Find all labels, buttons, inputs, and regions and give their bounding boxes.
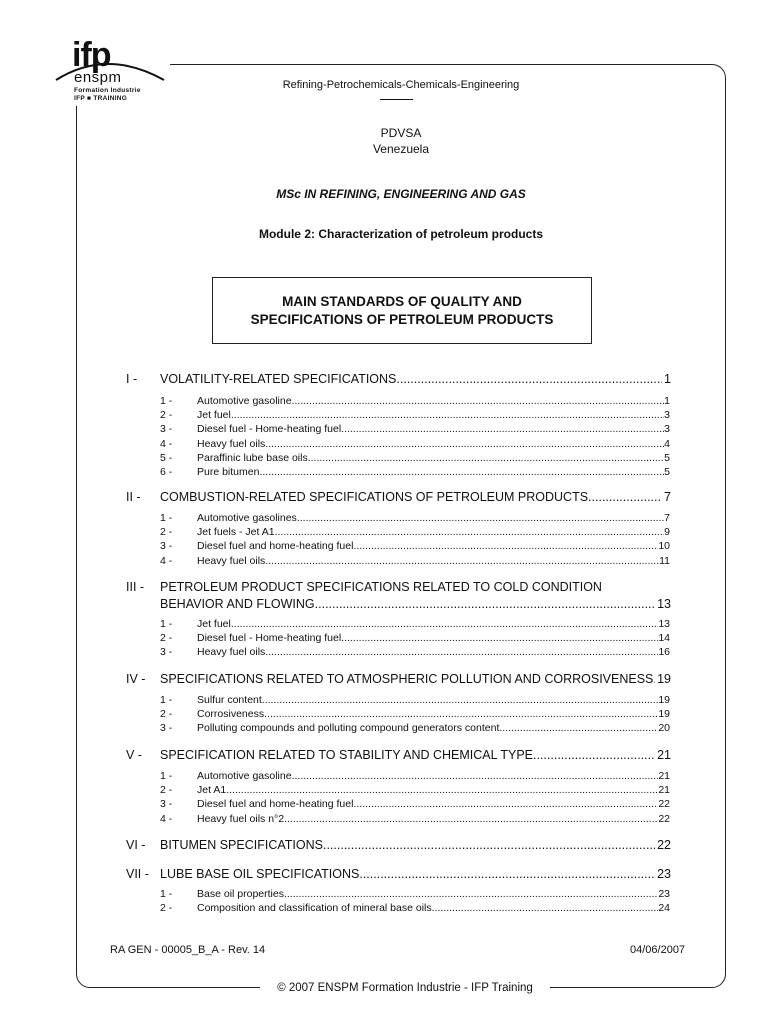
dot-leader	[353, 540, 658, 552]
copyright-notice: © 2007 ENSPM Formation Industrie - IFP Training	[260, 978, 550, 998]
toc-subsection-entry	[197, 452, 670, 464]
toc-subsection-number: 2 -	[160, 632, 173, 645]
toc-subsection-title: Jet fuels - Jet A1	[197, 526, 275, 539]
dot-leader	[499, 722, 658, 734]
toc-section-title: SPECIFICATIONS RELATED TO ATMOSPHERIC POLLUTION AND CORROSIVENESS	[160, 672, 654, 686]
toc-subsection-number: 1 -	[160, 694, 173, 706]
dot-leader	[284, 813, 658, 825]
header-tagline: Refining-Petrochemicals-Chemicals-Engineering	[282, 79, 520, 91]
logo-school: enspm	[74, 69, 122, 86]
toc-subsection-page: 13	[658, 618, 670, 630]
toc-subsection-title: Heavy fuel oils n°2	[197, 812, 285, 825]
toc-subsection-entry	[197, 618, 670, 630]
toc-subsection-page: 5	[664, 451, 670, 464]
toc-subsection-number: 1 -	[160, 618, 173, 630]
toc-subsection-page: 19	[658, 708, 670, 721]
toc-subsection-number: 4 -	[160, 812, 173, 825]
dot-leader	[275, 526, 665, 538]
toc-subsection-entry	[197, 555, 670, 567]
toc-subsection-page: 21	[658, 784, 670, 797]
toc-section-number: II -	[126, 490, 141, 504]
dot-leader	[231, 618, 658, 630]
toc-subsection-title: Heavy fuel oils	[197, 554, 266, 567]
toc-subsection-page: 3	[664, 409, 670, 422]
toc-subsection-entry	[197, 770, 670, 782]
toc-section-entry	[160, 597, 671, 611]
toc-subsection-title: Corrosiveness	[197, 708, 265, 721]
toc-subsection-entry	[197, 813, 670, 825]
toc-subsection-number: 2 -	[160, 708, 173, 721]
toc-section-title: BITUMEN SPECIFICATIONS	[160, 838, 323, 852]
ifp-enspm-logo	[52, 36, 170, 106]
toc-subsection-title: Diesel fuel and home-heating fuel	[197, 540, 354, 553]
toc-subsection-entry	[197, 466, 670, 478]
toc-subsection-number: 3 -	[160, 423, 173, 436]
toc-section-entry	[160, 372, 671, 386]
toc-subsection-number: 5 -	[160, 451, 173, 464]
document-date: 04/06/2007	[630, 944, 686, 956]
dot-leader	[265, 438, 664, 450]
toc-subsection-entry	[197, 902, 670, 914]
toc-page-number: 22	[657, 838, 671, 852]
toc-subsection-number: 6 -	[160, 466, 173, 478]
dot-leader	[264, 708, 658, 720]
dot-leader	[353, 798, 658, 810]
toc-page-number: 19	[657, 672, 671, 686]
program-title: MSc IN REFINING, ENGINEERING AND GAS	[276, 187, 526, 201]
toc-subsection-entry	[197, 798, 670, 810]
toc-subsection-page: 4	[664, 437, 670, 450]
toc-subsection-title: Automotive gasoline	[197, 395, 292, 407]
toc-subsection-number: 1 -	[160, 395, 173, 407]
toc-subsection-title: Pure bitumen	[197, 466, 260, 478]
document-title-line1: MAIN STANDARDS OF QUALITY AND	[282, 294, 522, 309]
document-title-box	[212, 277, 592, 344]
toc-section-title-cont: BEHAVIOR AND FLOWING	[160, 597, 315, 611]
toc-subsection-entry	[197, 423, 670, 435]
dot-leader	[359, 867, 655, 881]
toc-subsection-title: Jet A1	[197, 784, 227, 797]
toc-subsection-title: Jet fuel	[197, 409, 231, 422]
header-divider	[380, 99, 413, 100]
toc-subsection-page: 9	[664, 526, 670, 539]
toc-subsection-number: 2 -	[160, 409, 173, 422]
toc-subsection-title: Polluting compounds and polluting compound generators content	[197, 722, 500, 735]
toc-subsection-entry	[197, 632, 670, 644]
logo-brand: ifp	[72, 36, 111, 74]
toc-subsection-number: 2 -	[160, 784, 173, 797]
toc-section-entry	[160, 672, 671, 686]
toc-subsection-title: Automotive gasoline	[197, 770, 292, 782]
dot-leader	[297, 512, 664, 524]
toc-page-number: 21	[657, 748, 671, 762]
toc-subsection-title: Diesel fuel and home-heating fuel	[197, 798, 354, 811]
document-reference: RA GEN - 00005_B_A - Rev. 14	[110, 944, 266, 956]
dot-leader	[432, 902, 659, 914]
toc-subsection-title: Composition and classification of mineral base oils	[197, 902, 432, 915]
logo-line1: Formation Industrie	[74, 87, 141, 94]
toc-subsection-entry	[197, 694, 670, 706]
dot-leader	[308, 452, 664, 464]
toc-subsection-number: 1 -	[160, 770, 173, 782]
dot-leader	[292, 395, 665, 407]
toc-subsection-entry	[197, 708, 670, 720]
toc-subsection-page: 20	[658, 722, 670, 735]
dot-leader	[265, 646, 658, 658]
toc-subsection-page: 1	[664, 395, 670, 407]
toc-section-title: COMBUSTION-RELATED SPECIFICATIONS OF PETROLEUM PRODUCTS	[160, 490, 589, 504]
toc-section-number: VI -	[126, 838, 146, 852]
toc-subsection-entry	[197, 646, 670, 658]
toc-section-entry	[160, 838, 671, 852]
toc-subsection-page: 11	[659, 554, 670, 567]
toc-subsection-title: Sulfur content	[197, 694, 262, 706]
dot-leader	[315, 597, 655, 611]
toc-subsection-number: 4 -	[160, 437, 173, 450]
toc-subsection-page: 19	[658, 694, 670, 706]
toc-section-title: PETROLEUM PRODUCT SPECIFICATIONS RELATED TO COLD CONDITION	[160, 580, 602, 594]
organization	[76, 125, 726, 157]
toc-section-number: IV -	[126, 672, 146, 686]
toc-subsection-page: 24	[658, 902, 670, 915]
dot-leader	[259, 466, 664, 478]
country-name: Venezuela	[372, 142, 430, 156]
toc-section-number: I -	[126, 372, 138, 386]
dot-leader	[533, 748, 655, 762]
toc-subsection-title: Paraffinic lube base oils	[197, 451, 308, 464]
toc-subsection-entry	[197, 888, 670, 900]
logo-line2: IFP ■ TRAINING	[74, 95, 128, 102]
toc-subsection-entry	[197, 395, 670, 407]
toc-subsection-page: 21	[658, 770, 670, 782]
dot-leader	[265, 555, 659, 567]
toc-section-entry	[160, 867, 671, 881]
company-name: PDVSA	[380, 126, 422, 140]
module-title: Module 2: Characterization of petroleum products	[258, 227, 544, 241]
toc-page-number: 1	[664, 372, 671, 386]
toc-page-number: 13	[657, 597, 671, 611]
toc-subsection-page: 16	[658, 646, 670, 659]
dot-leader	[284, 888, 658, 900]
toc-subsection-entry	[197, 784, 670, 796]
toc-subsection-title: Automotive gasolines	[197, 512, 297, 524]
toc-subsection-title: Diesel fuel - Home-heating fuel	[197, 632, 342, 645]
dot-leader	[292, 770, 659, 782]
toc-section-number: V -	[126, 748, 142, 762]
toc-subsection-number: 2 -	[160, 902, 173, 915]
toc-subsection-entry	[197, 540, 670, 552]
document-title-line2: SPECIFICATIONS OF PETROLEUM PRODUCTS	[250, 312, 554, 327]
toc-subsection-entry	[197, 512, 670, 524]
dot-leader	[262, 694, 659, 706]
toc-subsection-title: Diesel fuel - Home-heating fuel	[197, 423, 342, 436]
toc-subsection-number: 3 -	[160, 722, 173, 735]
toc-subsection-entry	[197, 409, 670, 421]
toc-subsection-entry	[197, 722, 670, 734]
toc-page-number: 23	[657, 867, 671, 881]
toc-subsection-number: 1 -	[160, 512, 173, 524]
toc-section-entry	[160, 748, 671, 762]
toc-subsection-entry	[197, 438, 670, 450]
toc-subsection-number: 4 -	[160, 554, 173, 567]
toc-subsection-page: 7	[664, 512, 670, 524]
dot-leader	[226, 784, 658, 796]
toc-section-entry	[160, 490, 671, 504]
toc-subsection-number: 3 -	[160, 540, 173, 553]
toc-subsection-page: 23	[658, 888, 670, 900]
toc-subsection-title: Base oil properties	[197, 888, 284, 900]
toc-subsection-number: 1 -	[160, 888, 173, 900]
dot-leader	[231, 409, 664, 421]
toc-subsection-title: Jet fuel	[197, 618, 231, 630]
toc-subsection-title: Heavy fuel oils	[197, 646, 266, 659]
toc-subsection-page: 10	[658, 540, 670, 553]
toc-page-number: 7	[664, 490, 671, 504]
toc-subsection-page: 3	[664, 423, 670, 436]
toc-subsection-number: 3 -	[160, 798, 173, 811]
toc-subsection-page: 14	[658, 632, 670, 645]
toc-subsection-page: 22	[658, 812, 670, 825]
dot-leader	[323, 838, 655, 852]
toc-section-title: SPECIFICATION RELATED TO STABILITY AND CHEMICAL TYPE	[160, 748, 534, 762]
dot-leader	[341, 632, 658, 644]
toc-section-number: III -	[126, 580, 145, 594]
toc-subsection-page: 22	[658, 798, 670, 811]
toc-section-title: LUBE BASE OIL SPECIFICATIONS	[160, 867, 360, 881]
dot-leader	[396, 372, 662, 386]
toc-subsection-entry	[197, 526, 670, 538]
toc-subsection-number: 2 -	[160, 526, 173, 539]
dot-leader	[588, 490, 662, 504]
toc-subsection-page: 5	[664, 466, 670, 478]
toc-section-number: VII -	[126, 867, 149, 881]
toc-section-title: VOLATILITY-RELATED SPECIFICATIONS	[160, 372, 397, 386]
toc-subsection-number: 3 -	[160, 646, 173, 659]
toc-subsection-title: Heavy fuel oils	[197, 437, 266, 450]
dot-leader	[341, 423, 664, 435]
